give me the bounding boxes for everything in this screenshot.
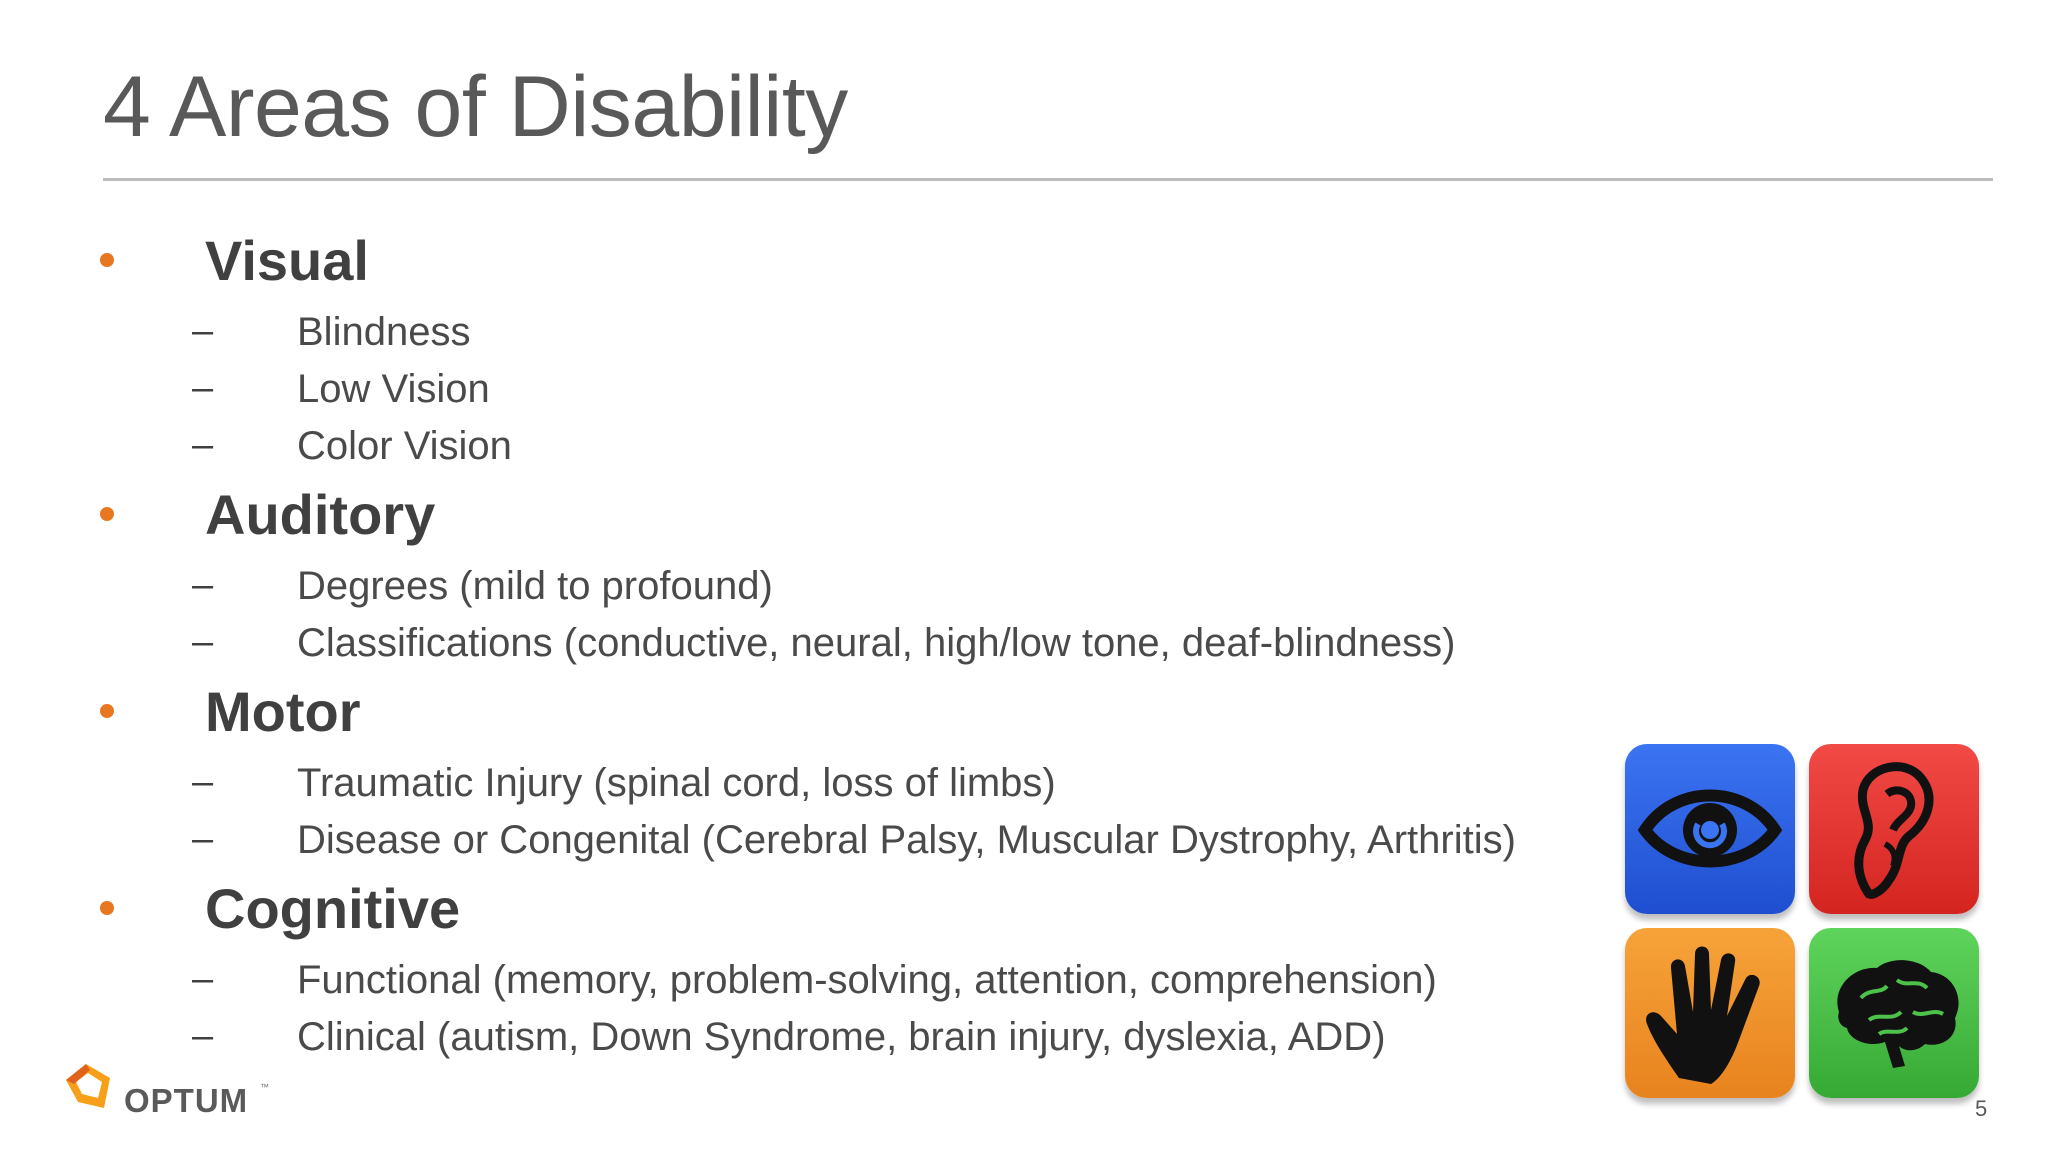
list-item-text: Low Vision <box>297 367 490 411</box>
optum-logo-text: OPTUM <box>124 1082 249 1119</box>
dash-marker: – <box>192 818 214 860</box>
bullet-dot <box>100 901 114 915</box>
dash-marker: – <box>192 310 214 352</box>
list-item-text: Disease or Congenital (Cerebral Palsy, Muscular Dystrophy, Arthritis) <box>297 818 1516 862</box>
dash-marker: – <box>192 1015 214 1057</box>
hand-icon <box>1625 928 1795 1098</box>
dash-marker: – <box>192 958 214 1000</box>
bullet-dot <box>100 507 114 521</box>
title-divider <box>103 178 1993 181</box>
dash-marker: – <box>192 367 214 409</box>
section-heading: Cognitive <box>205 877 461 940</box>
dash-marker: – <box>192 761 214 803</box>
dash-marker: – <box>192 424 214 466</box>
bullet-dot <box>100 704 114 718</box>
dash-marker: – <box>192 621 214 663</box>
trademark-symbol: ™ <box>260 1082 269 1092</box>
list-item-text: Traumatic Injury (spinal cord, loss of limbs) <box>297 761 1056 805</box>
dash-marker: – <box>192 564 214 606</box>
brain-icon <box>1809 928 1979 1098</box>
section-heading: Motor <box>205 680 361 743</box>
bullet-dot <box>100 253 114 267</box>
list-item-text: Degrees (mild to profound) <box>297 564 773 608</box>
list-item-text: Clinical (autism, Down Syndrome, brain injury, dyslexia, ADD) <box>297 1015 1386 1059</box>
disability-icons-grid <box>1625 744 1981 1100</box>
list-item-text: Functional (memory, problem-solving, attention, comprehension) <box>297 958 1437 1002</box>
optum-logo-mark <box>60 1058 120 1118</box>
list-item-text: Color Vision <box>297 424 512 468</box>
section-heading: Visual <box>205 229 369 292</box>
list-item-text: Classifications (conductive, neural, high/low tone, deaf-blindness) <box>297 621 1456 665</box>
slide-title: 4 Areas of Disability <box>103 59 848 155</box>
page-number: 5 <box>1975 1096 1988 1121</box>
ear-icon <box>1809 744 1979 914</box>
optum-logo <box>60 1058 280 1118</box>
list-item-text: Blindness <box>297 310 471 354</box>
section-heading: Auditory <box>205 483 436 546</box>
eye-icon <box>1625 744 1795 914</box>
